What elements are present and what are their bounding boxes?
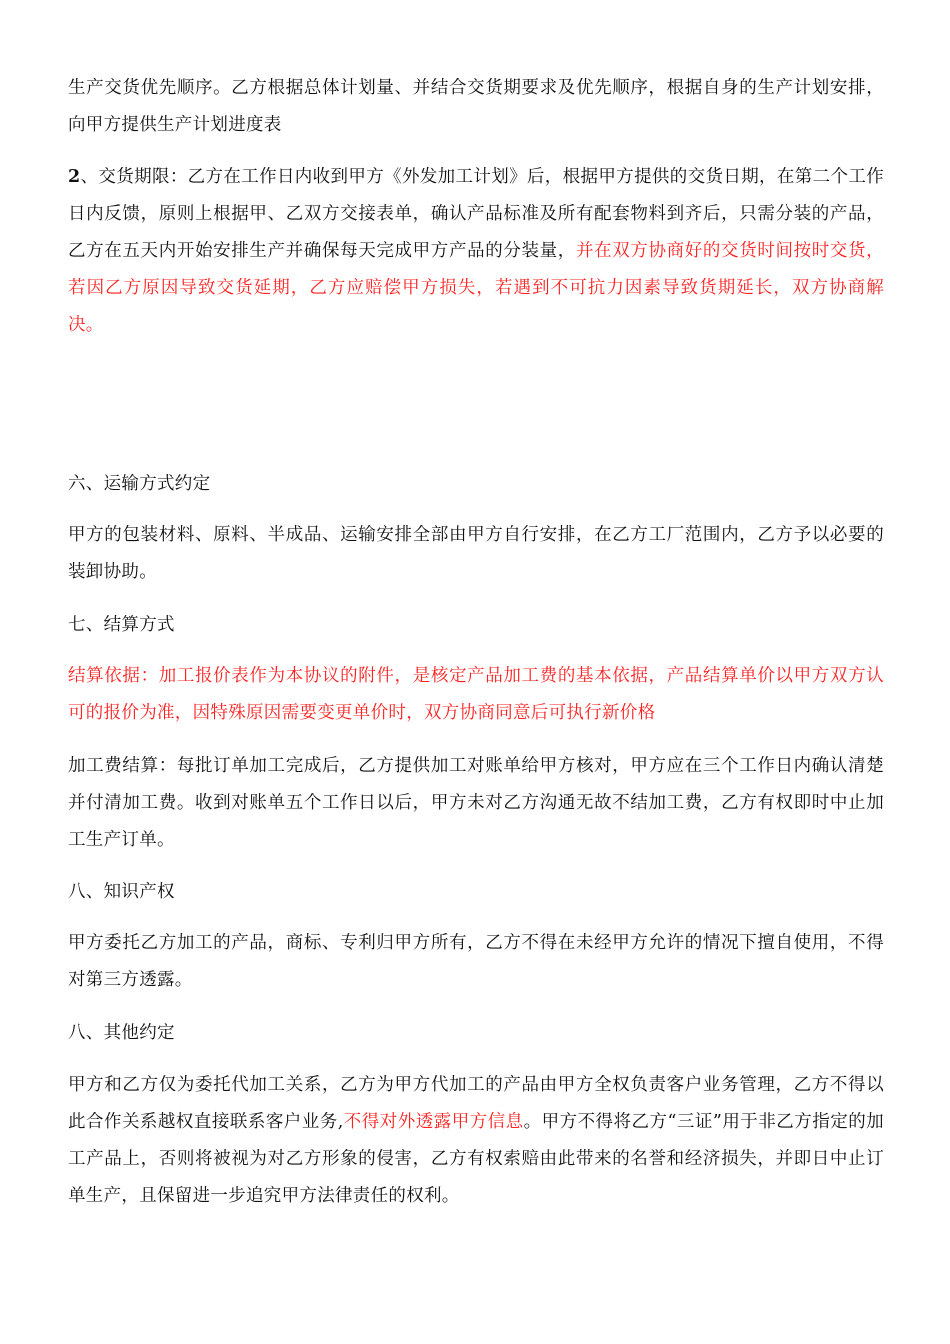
section-heading-transport: 六、运输方式约定	[68, 474, 211, 494]
paragraph-ip	[68, 925, 884, 999]
paragraph-text: 甲方的包装材料、原料、半成品、运输安排全部由甲方自行安排，在乙方工厂范围内，乙方予以必要的装卸协助。	[68, 525, 884, 582]
paragraph-text: 甲方委托乙方加工的产品，商标、专利归甲方所有，乙方不得在未经甲方允许的情况下擅自使用，不得对第三方透露。	[68, 933, 884, 990]
section-heading-settlement: 七、结算方式	[68, 615, 175, 635]
paragraph-production-order	[68, 70, 884, 144]
paragraph-text: 加工费结算：每批订单加工完成后，乙方提供加工对账单给甲方核对，甲方应在三个工作日内确认清楚并付清加工费。收到对账单五个工作日以后，甲方未对乙方沟通无故不结加工费，乙方有权即时中止加工生产订单。	[68, 756, 884, 850]
highlighted-text: 不得对外透露甲方信息	[343, 1112, 524, 1132]
paragraph-transport	[68, 517, 884, 591]
paragraph-processing-fee	[68, 748, 884, 859]
section-heading-ip: 八、知识产权	[68, 882, 175, 902]
paragraph-delivery-deadline	[68, 159, 884, 344]
paragraph-text: 生产交货优先顺序。乙方根据总体计划量、并结合交货期要求及优先顺序，根据自身的生产计划安排，向甲方提供生产计划进度表	[68, 78, 884, 135]
paragraph-text-continued: 。甲方不得将乙方“三证”用于非乙方指定的加工产品上，否则将被视为对乙方形象的侵害，乙方有权索赔由此带来的名誉和经济损失，并即日中止订单生产，且保留进一步追究甲方法律责任的权利。	[68, 1112, 884, 1206]
paragraph-other-terms	[68, 1067, 884, 1215]
basis-label: 结算依据：	[68, 666, 159, 686]
paragraph-settlement-basis	[68, 658, 884, 732]
paragraph-text: 甲方和乙方仅为委托代加工关系，乙方为甲方代加工的产品由甲方全权负责客户业务管理，乙方不得以此合作关系越权直接联系客户业务,	[68, 1075, 884, 1132]
clause-number: 2	[68, 167, 81, 187]
paragraph-text: 、交货期限：乙方在工作日内收到甲方《外发加工计划》后，根据甲方提供的交货日期，在第二个工作日内反馈，原则上根据甲、乙双方交接表单，确认产品标准及所有配套物料到齐后，只需分装的产品，乙方在五天内开始安排生产并确保每天完成甲方产品的分装量，	[68, 167, 884, 261]
basis-text: 加工报价表作为本协议的附件，是核定产品加工费的基本依据，产品结算单价以甲方双方认可的报价为准，因特殊原因需要变更单价时，双方协商同意后可执行新价格	[68, 666, 885, 723]
highlighted-text: 并在双方协商好的交货时间按时交货，若因乙方原因导致交货延期，乙方应赔偿甲方损失，若遇到不可抗力因素导致货期延长，双方协商解决。	[68, 241, 884, 335]
section-heading-other: 八、其他约定	[68, 1023, 175, 1043]
